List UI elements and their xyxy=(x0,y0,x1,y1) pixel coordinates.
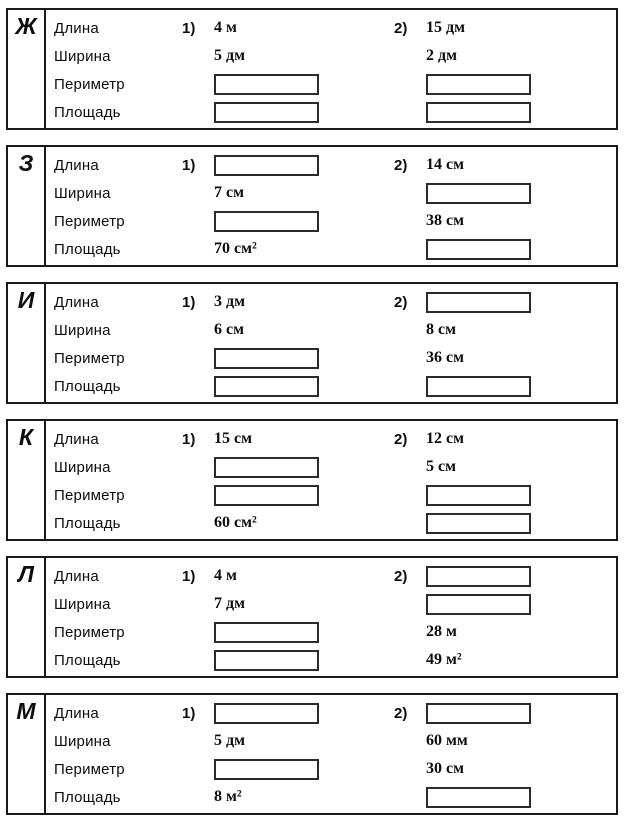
letter-cell xyxy=(8,421,46,539)
col1-cell xyxy=(182,567,394,585)
answer-box[interactable] xyxy=(214,348,319,369)
block-z xyxy=(6,145,618,267)
row-label: Длина xyxy=(54,156,99,174)
row-label: Длина xyxy=(54,704,99,722)
value-text: 8 м² xyxy=(214,788,242,805)
answer-box[interactable] xyxy=(426,485,531,506)
block-letter: К xyxy=(18,424,34,450)
table-row xyxy=(46,70,616,98)
block-i xyxy=(6,282,618,404)
block-letter: Ж xyxy=(15,13,37,39)
value-text: 6 см xyxy=(214,321,244,338)
col1-cell xyxy=(182,732,394,750)
col1-cell xyxy=(182,759,394,780)
table-row xyxy=(46,372,616,400)
col1-cell xyxy=(182,19,394,37)
col1-marker: 1) xyxy=(182,156,196,174)
col2-marker: 2) xyxy=(394,704,408,722)
col1-marker: 1) xyxy=(182,567,196,585)
col1-cell xyxy=(182,293,394,311)
block-zh xyxy=(6,8,618,130)
row-label: Периметр xyxy=(54,623,125,641)
col2-cell xyxy=(394,183,616,204)
answer-box[interactable] xyxy=(214,622,319,643)
answer-box[interactable] xyxy=(426,376,531,397)
value-text: 30 см xyxy=(426,760,464,777)
table-row xyxy=(46,151,616,179)
table-row xyxy=(46,316,616,344)
answer-box[interactable] xyxy=(214,211,319,232)
answer-box[interactable] xyxy=(426,703,531,724)
letter-cell xyxy=(8,558,46,676)
col2-cell xyxy=(394,651,616,669)
answer-box[interactable] xyxy=(426,102,531,123)
table-row xyxy=(46,783,616,811)
col2-cell xyxy=(394,430,616,448)
answer-box[interactable] xyxy=(214,650,319,671)
answer-box[interactable] xyxy=(214,703,319,724)
col1-cell xyxy=(182,485,394,506)
col1-cell xyxy=(182,703,394,724)
answer-box[interactable] xyxy=(426,74,531,95)
row-label: Ширина xyxy=(54,47,111,65)
col2-cell xyxy=(394,47,616,65)
col1-cell xyxy=(182,788,394,806)
col2-cell xyxy=(394,760,616,778)
col2-cell xyxy=(394,321,616,339)
row-label: Площадь xyxy=(54,788,121,806)
answer-box[interactable] xyxy=(214,74,319,95)
value-text: 28 м xyxy=(426,623,457,640)
col2-cell xyxy=(394,703,616,724)
answer-box[interactable] xyxy=(214,102,319,123)
col1-marker: 1) xyxy=(182,19,196,37)
value-text: 60 мм xyxy=(426,732,468,749)
row-label: Ширина xyxy=(54,595,111,613)
row-label: Длина xyxy=(54,293,99,311)
col2-cell xyxy=(394,156,616,174)
value-text: 4 м xyxy=(214,567,237,584)
rows xyxy=(46,695,616,813)
col1-cell xyxy=(182,430,394,448)
answer-box[interactable] xyxy=(214,759,319,780)
table-row xyxy=(46,98,616,126)
col1-cell xyxy=(182,457,394,478)
table-row xyxy=(46,590,616,618)
value-text: 15 см xyxy=(214,430,252,447)
answer-box[interactable] xyxy=(426,292,531,313)
row-label: Периметр xyxy=(54,486,125,504)
answer-box[interactable] xyxy=(214,376,319,397)
value-text: 36 см xyxy=(426,349,464,366)
rows xyxy=(46,421,616,539)
table-row xyxy=(46,481,616,509)
col1-marker: 1) xyxy=(182,430,196,448)
table-row xyxy=(46,562,616,590)
col2-marker: 2) xyxy=(394,567,408,585)
col2-cell xyxy=(394,74,616,95)
col1-cell xyxy=(182,211,394,232)
col2-cell xyxy=(394,102,616,123)
letter-cell xyxy=(8,147,46,265)
col2-cell xyxy=(394,212,616,230)
row-label: Периметр xyxy=(54,75,125,93)
table-row xyxy=(46,207,616,235)
block-letter: И xyxy=(17,287,35,313)
letter-cell xyxy=(8,695,46,813)
row-label: Ширина xyxy=(54,321,111,339)
table-row xyxy=(46,42,616,70)
row-label: Площадь xyxy=(54,514,121,532)
answer-box[interactable] xyxy=(426,566,531,587)
table-row xyxy=(46,618,616,646)
row-label: Площадь xyxy=(54,240,121,258)
value-text: 70 см² xyxy=(214,240,257,257)
block-k xyxy=(6,419,618,541)
col1-marker: 1) xyxy=(182,293,196,311)
answer-box[interactable] xyxy=(214,155,319,176)
value-text: 7 дм xyxy=(214,595,245,612)
row-label: Площадь xyxy=(54,377,121,395)
col2-marker: 2) xyxy=(394,19,408,37)
row-label: Ширина xyxy=(54,732,111,750)
table-row xyxy=(46,646,616,674)
col2-cell xyxy=(394,566,616,587)
answer-box[interactable] xyxy=(214,457,319,478)
table-row xyxy=(46,727,616,755)
col2-cell xyxy=(394,376,616,397)
col1-cell xyxy=(182,240,394,258)
answer-box[interactable] xyxy=(426,513,531,534)
table-row xyxy=(46,699,616,727)
value-text: 38 см xyxy=(426,212,464,229)
col2-cell xyxy=(394,292,616,313)
value-text: 3 дм xyxy=(214,293,245,310)
table-row xyxy=(46,425,616,453)
col1-cell xyxy=(182,376,394,397)
col2-cell xyxy=(394,458,616,476)
block-letter: Л xyxy=(18,561,34,587)
letter-cell xyxy=(8,284,46,402)
block-letter: М xyxy=(16,698,36,724)
value-text: 5 дм xyxy=(214,732,245,749)
col1-cell xyxy=(182,321,394,339)
row-label: Длина xyxy=(54,430,99,448)
answer-box[interactable] xyxy=(426,239,531,260)
col1-cell xyxy=(182,595,394,613)
table-row xyxy=(46,235,616,263)
col1-cell xyxy=(182,74,394,95)
row-label: Площадь xyxy=(54,103,121,121)
table-row xyxy=(46,453,616,481)
col1-cell xyxy=(182,348,394,369)
value-text: 5 см xyxy=(426,458,456,475)
value-text: 8 см xyxy=(426,321,456,338)
value-text: 5 дм xyxy=(214,47,245,64)
rows xyxy=(46,10,616,128)
row-label: Периметр xyxy=(54,212,125,230)
col2-marker: 2) xyxy=(394,156,408,174)
answer-box[interactable] xyxy=(426,594,531,615)
col2-cell xyxy=(394,349,616,367)
col2-cell xyxy=(394,19,616,37)
answer-box[interactable] xyxy=(426,787,531,808)
table-row xyxy=(46,509,616,537)
col2-marker: 2) xyxy=(394,293,408,311)
row-label: Ширина xyxy=(54,184,111,202)
block-l xyxy=(6,556,618,678)
value-text: 2 дм xyxy=(426,47,457,64)
col1-cell xyxy=(182,102,394,123)
table-row xyxy=(46,14,616,42)
value-text: 14 см xyxy=(426,156,464,173)
answer-box[interactable] xyxy=(214,485,319,506)
table-row xyxy=(46,344,616,372)
rows xyxy=(46,147,616,265)
col2-cell xyxy=(394,513,616,534)
rows xyxy=(46,284,616,402)
row-label: Длина xyxy=(54,567,99,585)
value-text: 7 см xyxy=(214,184,244,201)
col1-marker: 1) xyxy=(182,704,196,722)
col1-cell xyxy=(182,622,394,643)
table-row xyxy=(46,288,616,316)
col2-cell xyxy=(394,485,616,506)
rows xyxy=(46,558,616,676)
col2-cell xyxy=(394,239,616,260)
block-m xyxy=(6,693,618,815)
letter-cell xyxy=(8,10,46,128)
col2-cell xyxy=(394,594,616,615)
col1-cell xyxy=(182,650,394,671)
table-row xyxy=(46,755,616,783)
value-text: 4 м xyxy=(214,19,237,36)
row-label: Площадь xyxy=(54,651,121,669)
col1-cell xyxy=(182,47,394,65)
block-letter: З xyxy=(18,150,34,176)
col2-cell xyxy=(394,623,616,641)
col1-cell xyxy=(182,514,394,532)
row-label: Длина xyxy=(54,19,99,37)
col2-cell xyxy=(394,787,616,808)
col1-cell xyxy=(182,155,394,176)
value-text: 49 м² xyxy=(426,651,462,668)
row-label: Периметр xyxy=(54,760,125,778)
row-label: Периметр xyxy=(54,349,125,367)
row-label: Ширина xyxy=(54,458,111,476)
col2-cell xyxy=(394,732,616,750)
col2-marker: 2) xyxy=(394,430,408,448)
answer-box[interactable] xyxy=(426,183,531,204)
col1-cell xyxy=(182,184,394,202)
table-row xyxy=(46,179,616,207)
value-text: 15 дм xyxy=(426,19,465,36)
value-text: 60 см² xyxy=(214,514,257,531)
value-text: 12 см xyxy=(426,430,464,447)
